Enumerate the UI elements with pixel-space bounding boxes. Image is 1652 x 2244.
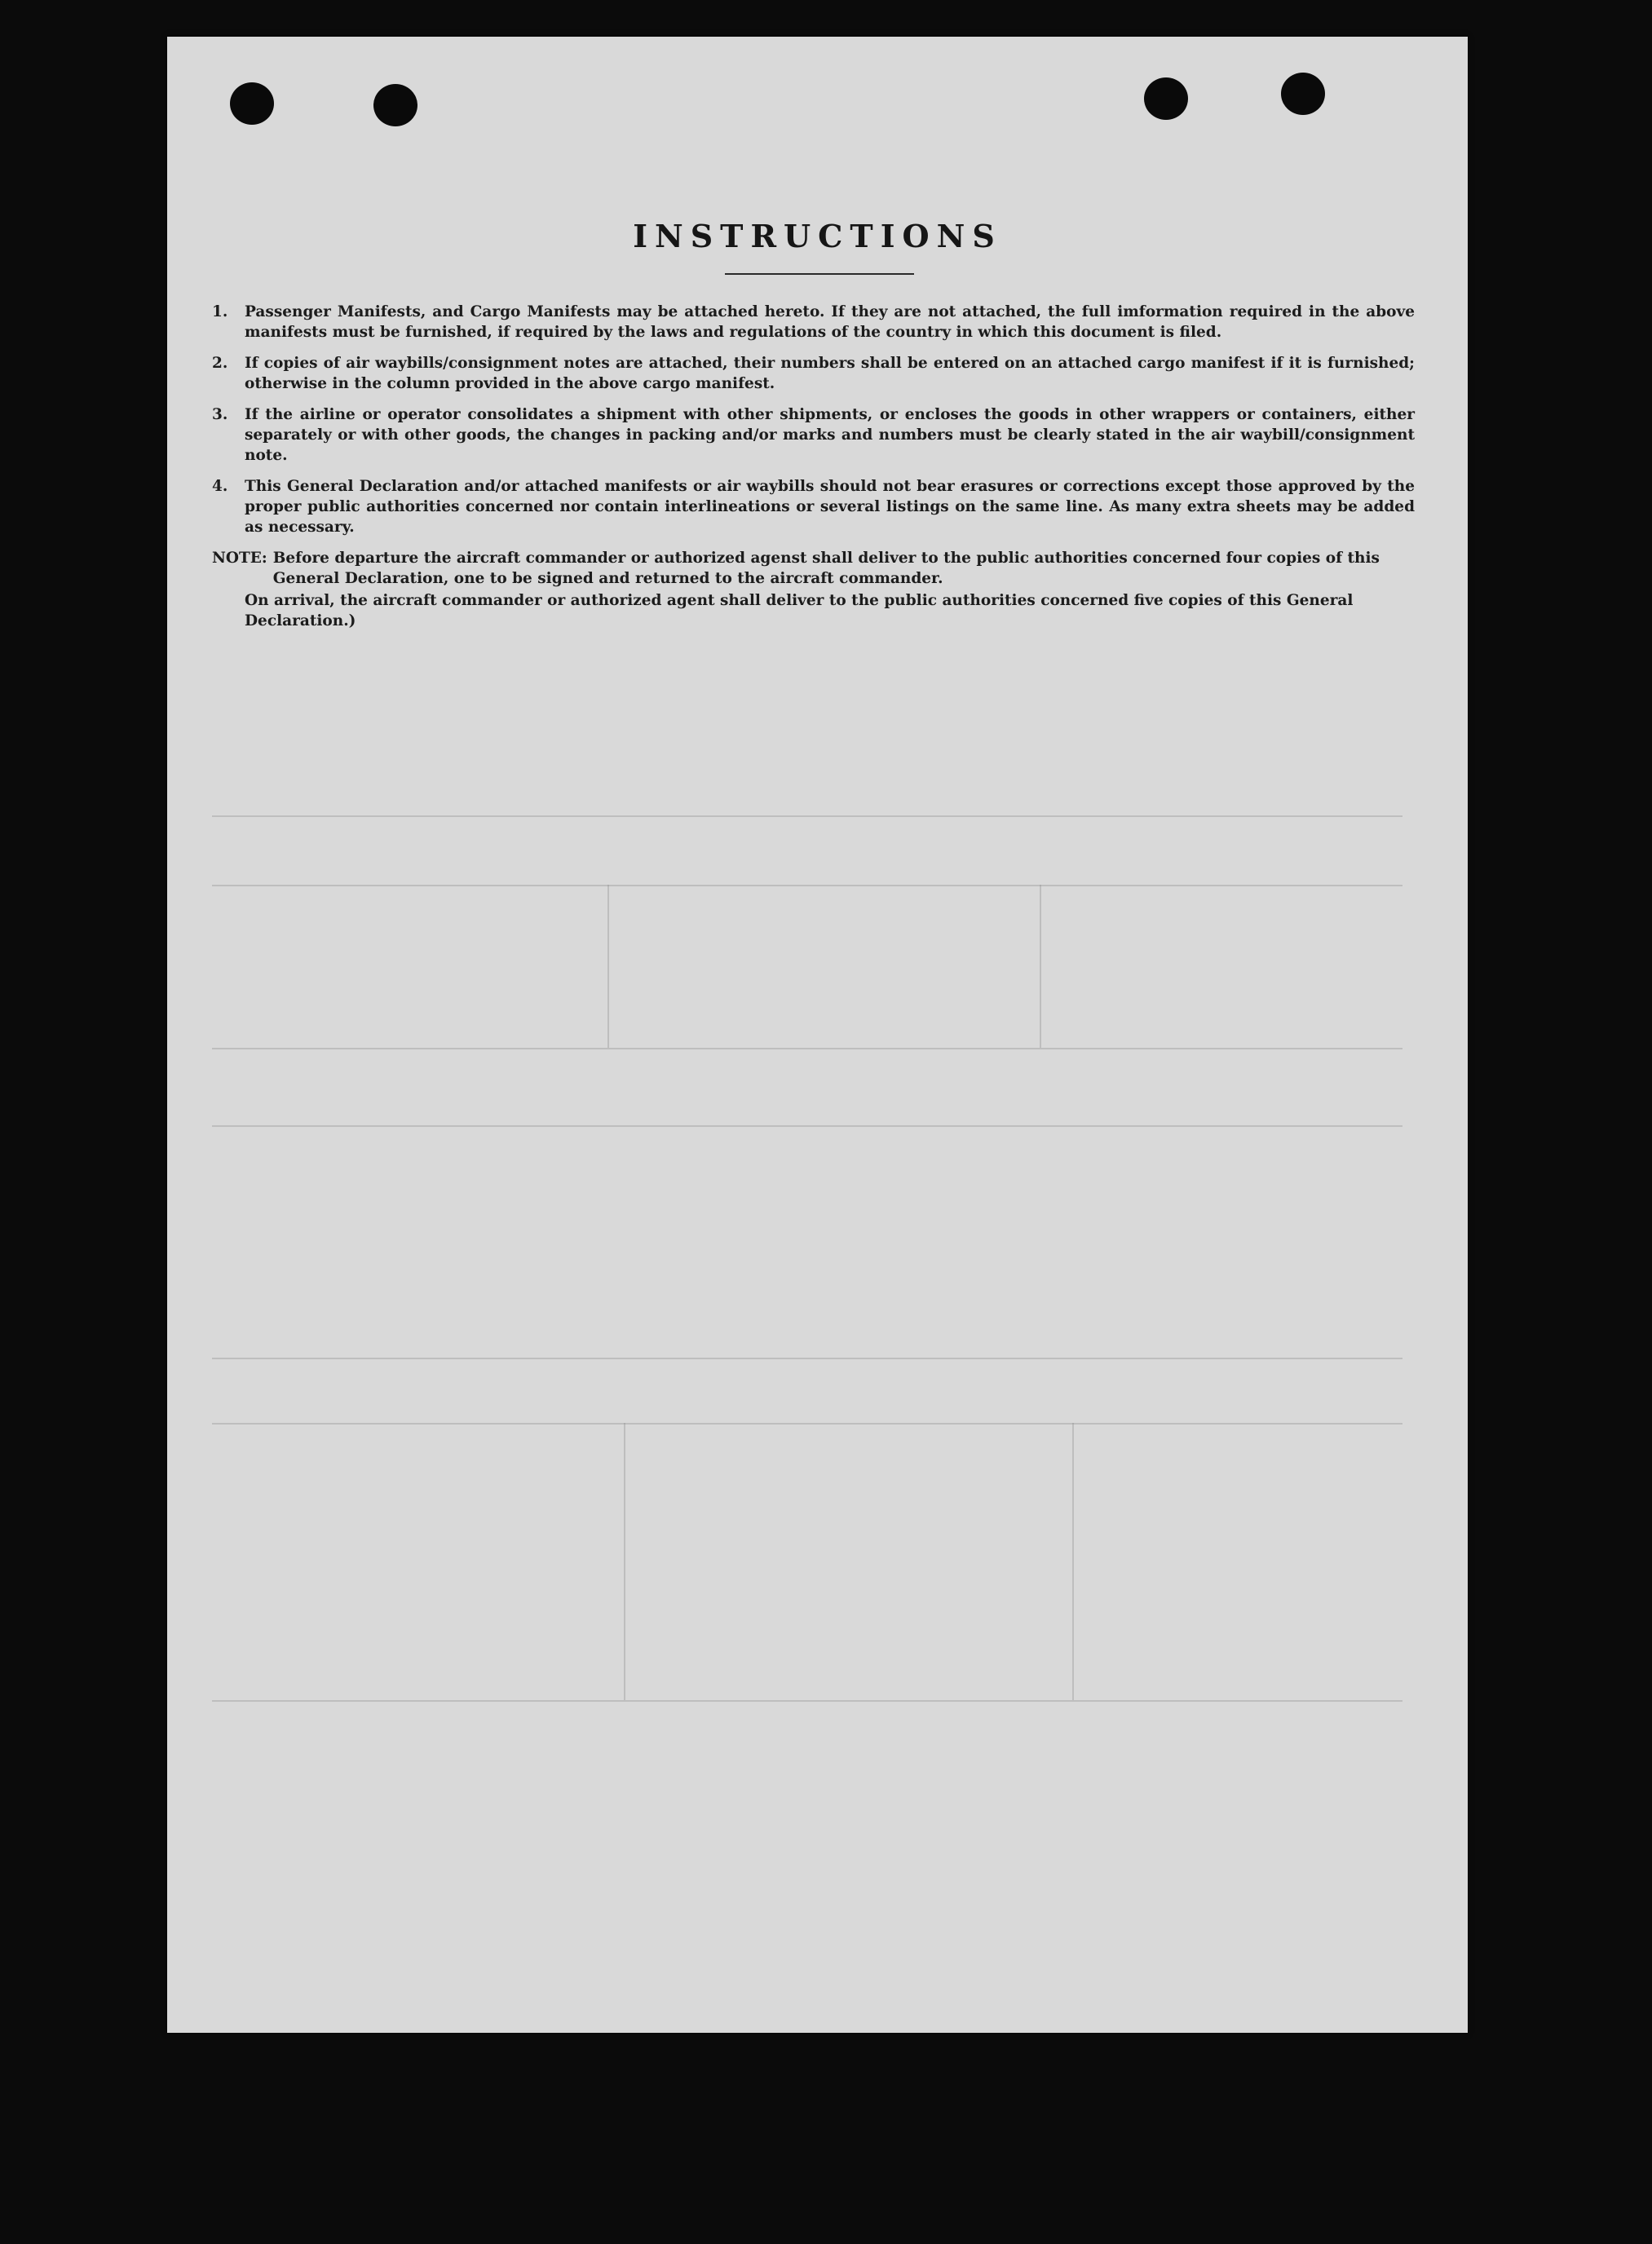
page-title: INSTRUCTIONS bbox=[633, 218, 1002, 254]
bleed-through-line bbox=[212, 815, 1402, 817]
document-sheet bbox=[167, 37, 1468, 2033]
bleed-through-line bbox=[607, 885, 609, 1048]
bleed-through-line bbox=[212, 885, 1402, 886]
bleed-through-line bbox=[624, 1423, 625, 1700]
bleed-through-line bbox=[212, 1358, 1402, 1359]
note-arrival-text: On arrival, the aircraft commander or authorized agent shall deliver to the public authorities concerned five copies of this General Declaration.) bbox=[245, 592, 1354, 629]
bleed-through-line bbox=[1072, 1423, 1074, 1700]
instructions-list bbox=[212, 302, 1415, 631]
instruction-number: 2. bbox=[212, 355, 228, 372]
instruction-text: Passenger Manifests, and Cargo Manifests may be attached hereto. If they are not attached, the full imformation required in the above manifests must be furnished, if required by the laws and regulations of the country in which this document is filed. bbox=[245, 303, 1415, 341]
instruction-text: This General Declaration and/or attached manifests or air waybills should not bear erasures or corrections except those approved by the proper public authorities concerned nor contain interlineations or several listings on the same line. As many extra sheets may be added as necessary. bbox=[245, 478, 1415, 536]
bleed-through-line bbox=[212, 1700, 1402, 1702]
instruction-number: 3. bbox=[212, 406, 228, 423]
instruction-item bbox=[212, 476, 1415, 537]
instruction-number: 1. bbox=[212, 303, 228, 320]
instruction-item bbox=[212, 302, 1415, 342]
bleed-through-line bbox=[212, 1423, 1402, 1425]
punch-hole bbox=[1144, 77, 1188, 120]
instruction-number: 4. bbox=[212, 478, 228, 495]
note-departure-text: Before departure the aircraft commander or authorized agenst shall deliver to the public authorities concerned four copies of this General Declaration, one to be signed and returned to the aircraft commander. bbox=[272, 550, 1380, 587]
instruction-text: If the airline or operator consolidates a shipment with other shipments, or encloses the goods in other wrappers or containers, either separately or with other goods, the changes in packing and/or marks and numbers must be clearly stated in the air waybill/consignment note. bbox=[245, 406, 1415, 464]
instruction-item bbox=[212, 404, 1415, 466]
bleed-through-line bbox=[1040, 885, 1041, 1048]
punch-hole bbox=[1281, 73, 1325, 115]
instruction-item bbox=[212, 353, 1415, 394]
instruction-text: If copies of air waybills/consignment notes are attached, their numbers shall be entered on an attached cargo manifest if it is furnished; otherwise in the column provided in the above cargo manifest. bbox=[245, 355, 1415, 392]
bleed-through-line bbox=[212, 1048, 1402, 1049]
title-underline bbox=[725, 273, 914, 275]
note-block bbox=[212, 548, 1415, 590]
note-body bbox=[273, 548, 1415, 590]
bleed-through-line bbox=[212, 1125, 1402, 1127]
note-label: NOTE: bbox=[212, 550, 267, 567]
punch-hole bbox=[230, 82, 274, 125]
punch-hole bbox=[373, 84, 417, 126]
